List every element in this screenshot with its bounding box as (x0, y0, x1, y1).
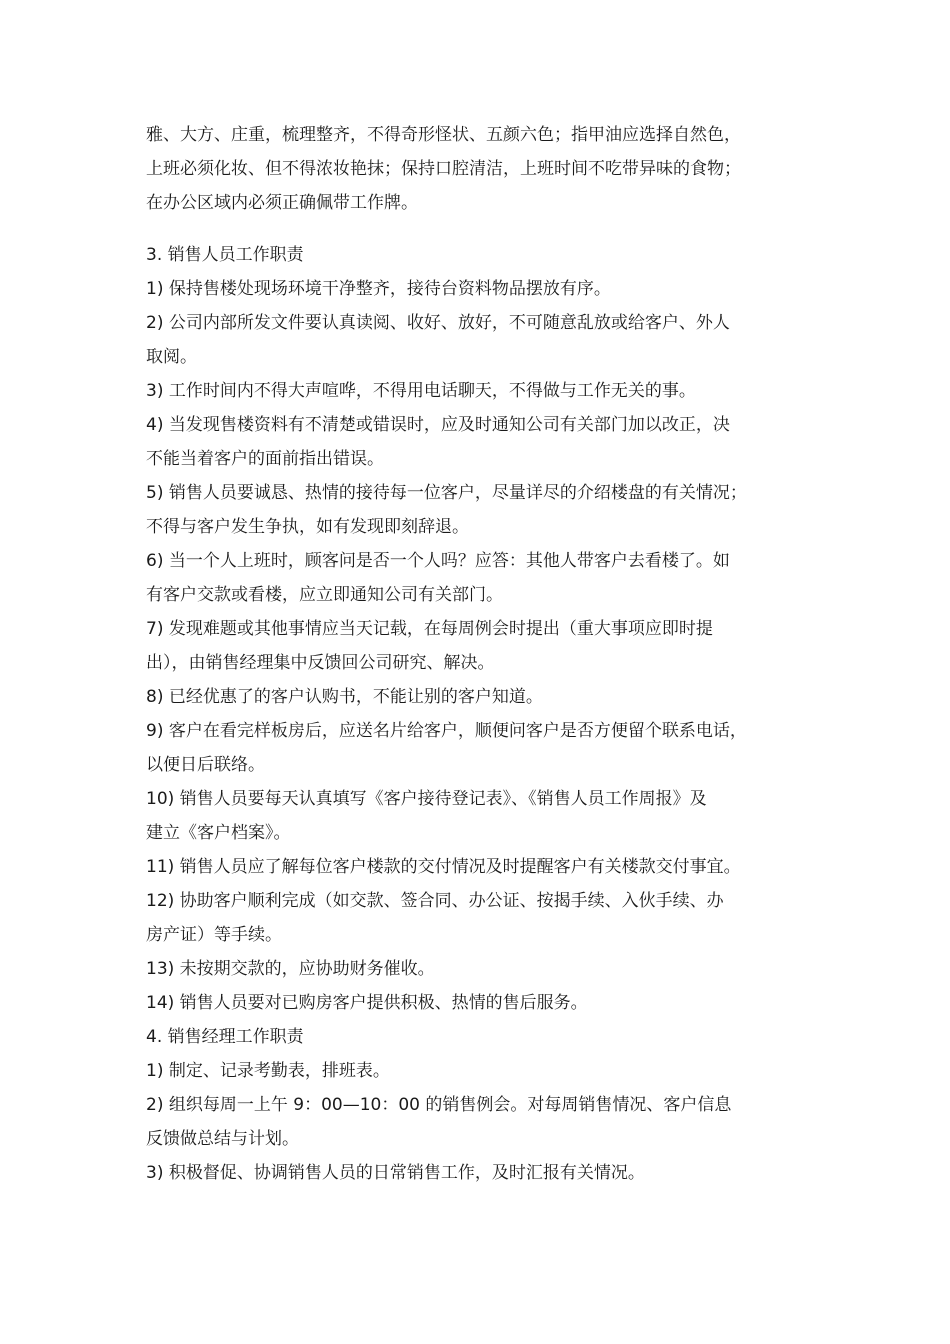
list-item: 11) 销售人员应了解每位客户楼款的交付情况及时提醒客户有关楼款交付事宜。 (146, 857, 741, 877)
list-item: 12) 协助客户顺利完成（如交款、签合同、办公证、按揭手续、入伙手续、办 (146, 891, 724, 911)
list-item: 3) 积极督促、协调销售人员的日常销售工作，及时汇报有关情况。 (146, 1163, 645, 1183)
list-item-continuation: 建立《客户档案》。 (146, 823, 291, 843)
list-item-continuation: 反馈做总结与计划。 (146, 1129, 299, 1149)
intro-line: 上班必须化妆、但不得浓妆艳抹；保持口腔清洁，上班时间不吃带异味的食物； (146, 159, 741, 179)
list-item-continuation: 以便日后联络。 (146, 755, 265, 775)
list-item: 5) 销售人员要诚恳、热情的接待每一位客户，尽量详尽的介绍楼盘的有关情况； (146, 483, 747, 503)
list-item: 4) 当发现售楼资料有不清楚或错误时，应及时通知公司有关部门加以改正，决 (146, 415, 730, 435)
list-item: 1) 制定、记录考勤表，排班表。 (146, 1061, 390, 1081)
intro-line: 雅、大方、庄重，梳理整齐，不得奇形怪状、五颜六色；指甲油应选择自然色， (146, 125, 741, 145)
intro-paragraph (146, 118, 826, 220)
list-item-continuation: 有客户交款或看楼，应立即通知公司有关部门。 (146, 585, 503, 605)
list-item: 6) 当一个人上班时，顾客问是否一个人吗？应答：其他人带客户去看楼了。如 (146, 551, 730, 571)
paragraph-gap (146, 220, 826, 238)
section-4 (146, 1020, 826, 1190)
list-item: 8) 已经优惠了的客户认购书，不能让别的客户知道。 (146, 687, 543, 707)
list-item: 2) 公司内部所发文件要认真读阅、收好、放好，不可随意乱放或给客户、外人 (146, 313, 730, 333)
list-item-continuation: 出），由销售经理集中反馈回公司研究、解决。 (146, 653, 495, 673)
list-item: 2) 组织每周一上午 9：00—10：00 的销售例会。对每周销售情况、客户信息 (146, 1095, 732, 1115)
section-heading: 3. 销售人员工作职责 (146, 245, 304, 265)
list-item-continuation: 房产证）等手续。 (146, 925, 282, 945)
list-item: 14) 销售人员要对已购房客户提供积极、热情的售后服务。 (146, 993, 588, 1013)
list-item: 7) 发现难题或其他事情应当天记载，在每周例会时提出（重大事项应即时提 (146, 619, 713, 639)
intro-line: 在办公区域内必须正确佩带工作牌。 (146, 193, 418, 213)
list-item-continuation: 取阅。 (146, 347, 197, 367)
list-item: 1) 保持售楼处现场环境干净整齐，接待台资料物品摆放有序。 (146, 279, 611, 299)
list-item: 9) 客户在看完样板房后，应送名片给客户，顺便问客户是否方便留个联系电话， (146, 721, 747, 741)
section-heading: 4. 销售经理工作职责 (146, 1027, 304, 1047)
list-item: 3) 工作时间内不得大声喧哗，不得用电话聊天，不得做与工作无关的事。 (146, 381, 696, 401)
list-item: 13) 未按期交款的，应协助财务催收。 (146, 959, 435, 979)
document-page (146, 118, 826, 1190)
list-item: 10) 销售人员要每天认真填写《客户接待登记表》、《销售人员工作周报》及 (146, 789, 707, 809)
list-item-continuation: 不能当着客户的面前指出错误。 (146, 449, 384, 469)
list-item-continuation: 不得与客户发生争执，如有发现即刻辞退。 (146, 517, 469, 537)
section-3 (146, 238, 826, 1020)
